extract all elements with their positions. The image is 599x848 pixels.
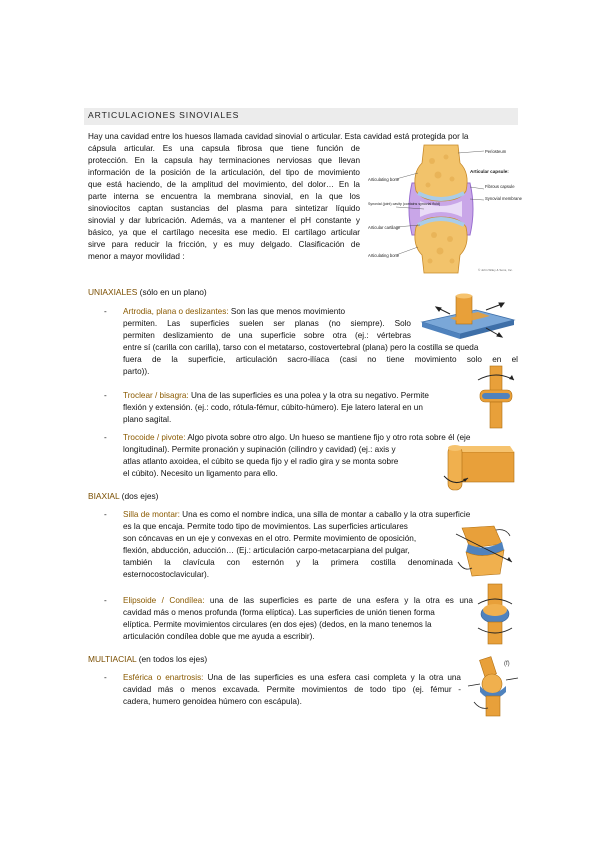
bullet-dash: - <box>104 391 107 400</box>
section-name: UNIAXIALES <box>88 287 138 297</box>
bullet-dash: - <box>104 307 107 316</box>
intro-line: parte interna se encuentra la membrana sinovial, en la que los <box>88 192 360 201</box>
term-trocoide: Trocoide / pivote: <box>123 433 186 442</box>
intro-line: que está haciendo, de la amplitud del movimiento, del dolor… En la <box>88 180 360 189</box>
item-line: longitudinal). Permite pronación y supinación (cilindro y cavidad) (ej.: axis y <box>123 445 396 454</box>
item-text: Son las que menos movimiento <box>228 307 346 316</box>
list-item-enartrosis <box>123 672 461 684</box>
item-line: es la que encaja. Permite todo tipo de movimientos. Las superficies articulares <box>123 522 408 531</box>
term-enartrosis: Esférica o enartrosis: <box>123 673 204 682</box>
item-line: elíptica. Permite movimientos circulares (en dos ejes) (dedos, en la mano tenemos la <box>123 620 432 629</box>
pivot-joint-icon <box>440 442 518 492</box>
item-line: entre sí (carilla con carilla), tarso con el metatarso, costovertebral (plana) pero la costilla se queda <box>123 343 479 352</box>
list-item-troclear <box>123 390 473 402</box>
item-line: cavidad más o menos excavada. Permite movimientos de todo tipo (ej. fémur - <box>123 685 461 694</box>
section-heading-multiacial <box>88 654 207 664</box>
intro-line: cápsula articular. Es una capsula fibrosa que tiene función de <box>88 144 360 153</box>
synovial-joint-figure <box>366 143 523 275</box>
section-description: (en todos los ejes) <box>136 654 208 664</box>
bullet-dash: - <box>104 510 107 519</box>
page-title: ARTICULACIONES SINOVIALES <box>88 110 240 120</box>
item-text: una de las superficies es parte de una esfera y la otra es una <box>204 596 473 605</box>
label-fibrous-capsule: Fibrous capsule <box>485 184 515 189</box>
item-text: Una de las superficies es una polea y la otra su negativo. Permite <box>188 391 429 400</box>
section-description: (sólo en un plano) <box>137 287 207 297</box>
item-line: fuera de la superficie, articulación sacro-ilíaca (casi no tiene movimiento solo en el <box>123 355 518 364</box>
bullet-dash: - <box>104 433 107 442</box>
label-articulating-bone-bottom: Articulating bone <box>368 253 400 258</box>
section-description: (dos ejes) <box>119 491 159 501</box>
item-line: parto)). <box>123 367 150 376</box>
intro-line: sinovial y dar lubricación. Además, va a mantener el pH constante y <box>88 216 360 225</box>
term-artrodia: Artrodia, plana o deslizantes: <box>123 307 229 316</box>
intro-line: Hay una cavidad entre los huesos llamada cavidad sinovial o articular. Esta cavidad está protegida por la <box>88 132 469 141</box>
item-line: cadera, humero genoidea húmero con escápula). <box>123 697 302 706</box>
intro-line: menor a mayor movilidad : <box>88 252 185 261</box>
item-line: esternocostoclavicular). <box>123 570 210 579</box>
item-line: el cúbito). Necesito un ligamento para ello. <box>123 469 278 478</box>
plane-joint-icon <box>416 292 519 346</box>
term-silla: Silla de montar: <box>123 510 180 519</box>
list-item-elipsoide <box>123 595 473 607</box>
intro-line: básico, ya que el cartílago necesita ese medio. El cartílago articular <box>88 228 360 237</box>
label-articular-capsule: Articular capsule: <box>470 169 509 174</box>
section-name: MULTIACIAL <box>88 654 137 664</box>
label-articular-cartilage: Articular cartilage <box>368 225 401 230</box>
bullet-dash: - <box>104 673 107 682</box>
intro-line: sinoviocitos captan sustancias del plasma para sintetizar líquido <box>88 204 360 213</box>
condyloid-joint-icon <box>474 584 518 646</box>
item-line: permiten deslizamiento de una superficie sobre otra (ej.: vértebras <box>123 331 411 340</box>
section-heading-biaxial <box>88 491 158 501</box>
item-line: cavidad más o menos profunda (forma elíptica). Las superficies de unión tienen forma <box>123 608 435 617</box>
label-synovial-cavity: Synovial (joint) cavity (contains synovial fluid) <box>368 202 441 206</box>
ball-and-socket-joint-icon <box>466 656 520 718</box>
term-troclear: Troclear / bisagra: <box>123 391 189 400</box>
item-line: son cóncavas en un eje y convexas en el otro. Permite movimiento de oposición, <box>123 534 417 543</box>
section-name: BIAXIAL <box>88 491 120 501</box>
intro-line: protección. En la capsula hay terminaciones nerviosas que llevan <box>88 156 360 165</box>
figure-credit: © John Wiley & Sons, Inc. <box>478 268 513 272</box>
item-text: Una de las superficies es una esfera casi completa y la otra una <box>203 673 461 682</box>
label-articulating-bone-top: Articulating bone <box>368 177 400 182</box>
item-line: flexión y extensión. (ej.: codo, rótula-fémur, cúbito-húmero). Eje latero lateral en un <box>123 403 423 412</box>
item-text: Algo pivota sobre otro algo. Un hueso se mantiene fijo y otro rota sobre él (eje <box>185 433 471 442</box>
item-text: Una es como el nombre indica, una silla de montar a caballo y la otra superficie <box>179 510 471 519</box>
figure-tag: (f) <box>504 661 510 667</box>
list-item-silla <box>123 509 519 521</box>
term-elipsoide: Elipsoide / Condílea: <box>123 596 205 605</box>
item-line: flexión, abducción, aducción… (Ej.: articulación carpo-metacarpiana del pulgar, <box>123 546 410 555</box>
bullet-dash: - <box>104 596 107 605</box>
item-line: atlas atlanto axoidea, el cúbito se queda fijo y el radio gira y se monta sobre <box>123 457 399 466</box>
item-line: también la clavícula con esternón y la primera costilla denominada <box>123 558 453 567</box>
intro-line: información de la posición de la articulación, del tipo de movimiento <box>88 168 360 177</box>
label-periosteum: Periosteum <box>485 149 507 154</box>
intro-line: sirve para reducir la fricción, y es muy delgado. Clasificación de <box>88 240 360 249</box>
label-synovial-membrane: Synovial membrane <box>485 196 523 201</box>
item-line: permiten. Las superficies suelen ser planas (no siempre). Solo <box>123 319 411 328</box>
saddle-joint-icon <box>454 522 516 578</box>
list-item-artrodia <box>123 306 411 318</box>
hinge-joint-icon <box>474 366 518 430</box>
section-heading-uniaxiales <box>88 287 207 297</box>
item-line: plano sagital. <box>123 415 172 424</box>
item-line: articulación condílea doble que me ayuda a escribir). <box>123 632 315 641</box>
